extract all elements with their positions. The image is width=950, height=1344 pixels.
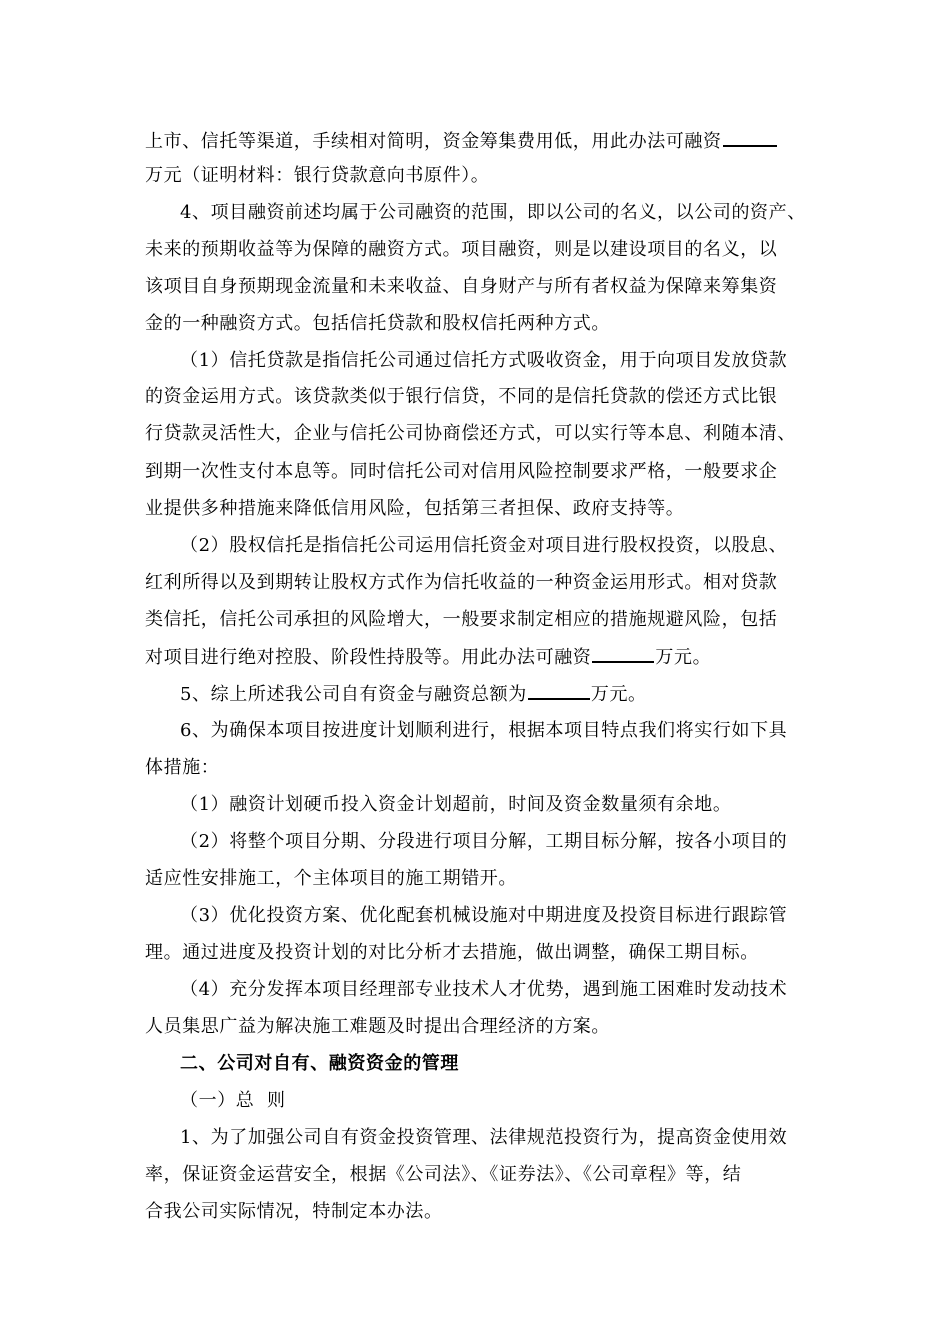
text: 上市、信托等渠道，手续相对简明，资金筹集费用低，用此办法可融资 xyxy=(145,131,722,152)
fill-in-blank xyxy=(592,645,654,663)
text: 万元。 xyxy=(655,647,712,668)
paragraph-line: 类信托，信托公司承担的风险增大，一般要求制定相应的措施规避风险，包括 xyxy=(145,609,778,630)
paragraph-line: 金的一种融资方式。包括信托贷款和股权信托两种方式。 xyxy=(145,313,610,334)
paragraph-line: 业提供多种措施来降低信用风险，包括第三者担保、政府支持等。 xyxy=(145,498,685,519)
fill-in-blank xyxy=(723,129,777,147)
text: 万元。 xyxy=(590,684,647,705)
paragraph-line: （3）优化投资方案、优化配套机械设施对中期进度及投资目标进行跟踪管 xyxy=(180,905,788,926)
paragraph-line: 行贷款灵活性大，企业与信托公司协商偿还方式，可以实行等本息、利随本清、 xyxy=(145,423,796,444)
paragraph-line: 1、为了加强公司自有资金投资管理、法律规范投资行为，提高资金使用效 xyxy=(180,1127,788,1148)
paragraph-line xyxy=(145,129,778,154)
paragraph-line: 合我公司实际情况，特制定本办法。 xyxy=(145,1201,443,1222)
paragraph-line: 万元（证明材料：银行贷款意向书原件）。 xyxy=(145,165,490,186)
fill-in-blank xyxy=(528,682,590,700)
paragraph-line: 适应性安排施工，个主体项目的施工期错开。 xyxy=(145,868,517,889)
paragraph-line: （4）充分发挥本项目经理部专业技术人才优势，遇到施工困难时发动技术 xyxy=(180,979,788,1000)
section-heading: 二、公司对自有、融资资金的管理 xyxy=(180,1053,459,1074)
paragraph-line: （2）股权信托是指信托公司运用信托资金对项目进行股权投资，以股息、 xyxy=(180,535,788,556)
paragraph-line: 未来的预期收益等为保障的融资方式。项目融资，则是以建设项目的名义，以 xyxy=(145,239,778,260)
paragraph-line: 该项目自身预期现金流量和未来收益、自身财产与所有者权益为保障来筹集资 xyxy=(145,276,778,297)
paragraph-line: 4、项目融资前述均属于公司融资的范围，即以公司的名义，以公司的资产、 xyxy=(180,202,806,223)
paragraph-line xyxy=(180,682,647,707)
paragraph-line: （1）信托贷款是指信托公司通过信托方式吸收资金，用于向项目发放贷款 xyxy=(180,350,788,371)
text: 5、综上所述我公司自有资金与融资总额为 xyxy=(180,684,527,705)
paragraph-line: （1）融资计划硬币投入资金计划超前，时间及资金数量须有余地。 xyxy=(180,794,732,815)
paragraph-line: 率，保证资金运营安全，根据《公司法》、《证券法》、《公司章程》等，结 xyxy=(145,1164,742,1185)
text: 对项目进行绝对控股、阶段性持股等。用此办法可融资 xyxy=(145,647,592,668)
paragraph-line: 人员集思广益为解决施工难题及时提出合理经济的方案。 xyxy=(145,1016,610,1037)
paragraph-line: 6、为确保本项目按进度计划顺利进行，根据本项目特点我们将实行如下具 xyxy=(180,720,788,741)
subsection-heading: （一）总 则 xyxy=(180,1090,286,1111)
paragraph-line: 体措施： xyxy=(145,757,220,778)
paragraph-line: 到期一次性支付本息等。同时信托公司对信用风险控制要求严格，一般要求企 xyxy=(145,461,778,482)
paragraph-line: 红利所得以及到期转让股权方式作为信托收益的一种资金运用形式。相对贷款 xyxy=(145,572,778,593)
paragraph-line xyxy=(145,645,711,670)
paragraph-line: 的资金运用方式。该贷款类似于银行信贷，不同的是信托贷款的偿还方式比银 xyxy=(145,386,778,407)
paragraph-line: 理。通过进度及投资计划的对比分析才去措施，做出调整，确保工期目标。 xyxy=(145,942,759,963)
paragraph-line: （2）将整个项目分期、分段进行项目分解，工期目标分解，按各小项目的 xyxy=(180,831,788,852)
